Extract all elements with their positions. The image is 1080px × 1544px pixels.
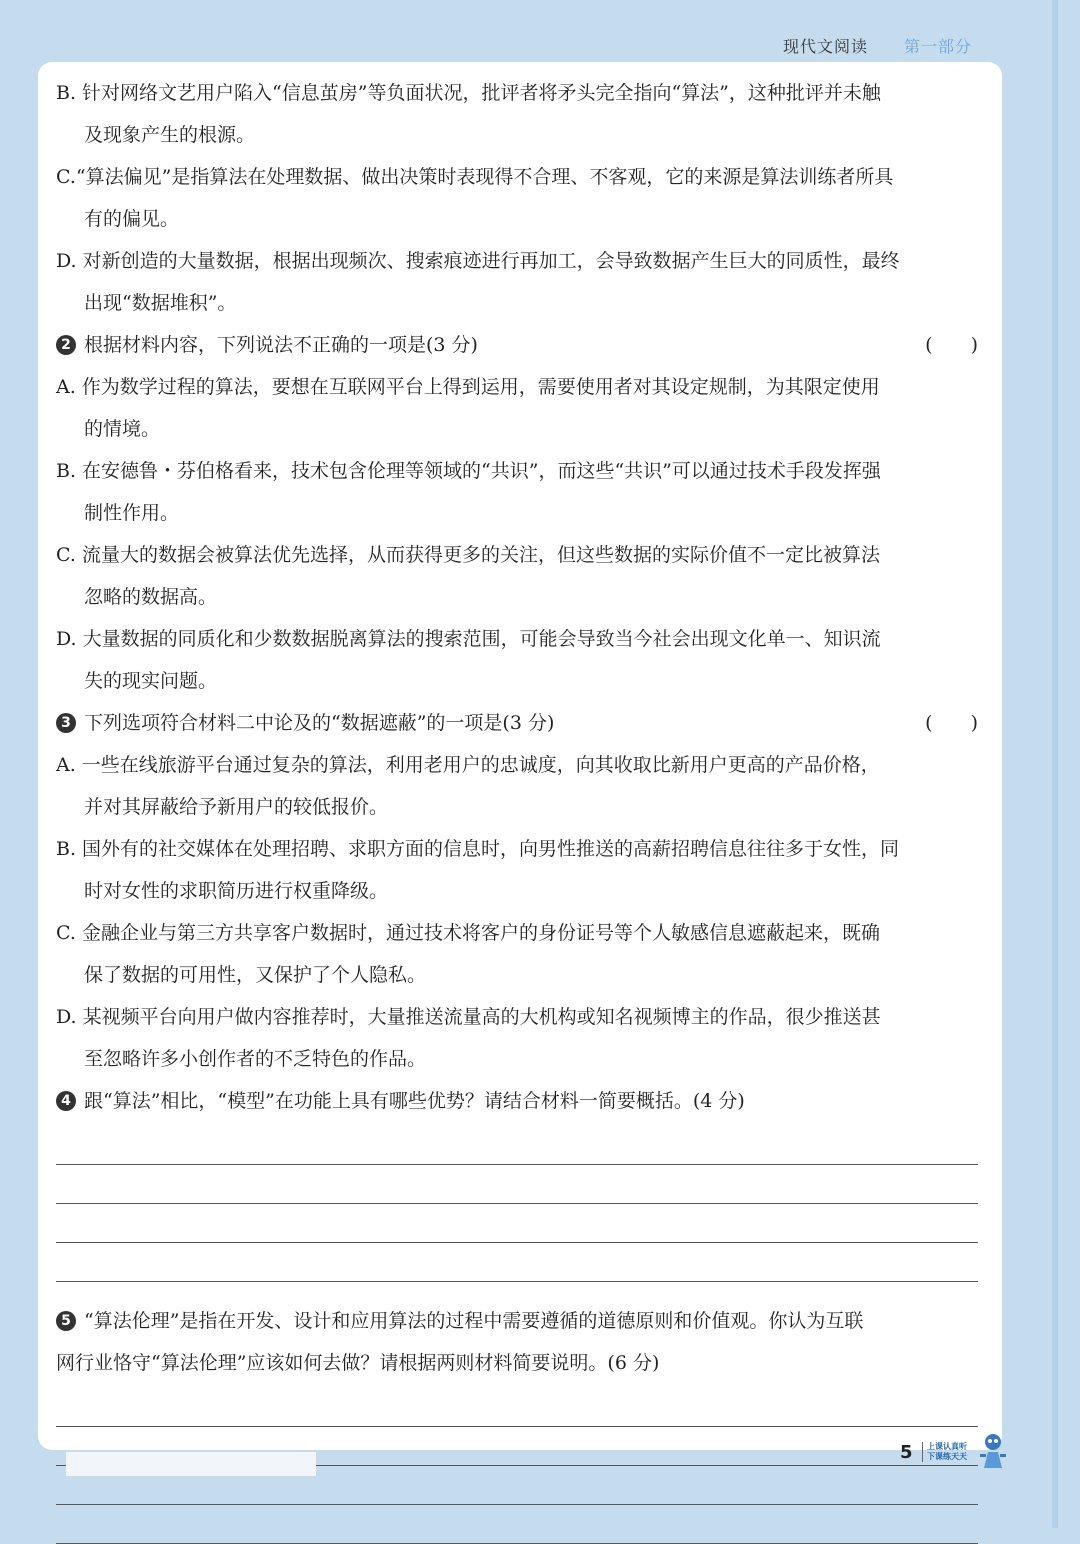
answer-line[interactable] [56, 1505, 978, 1544]
part-label: 第一部分 [903, 37, 972, 56]
page-number: 5 [900, 1442, 913, 1463]
q5-stem-line2: 网行业恪守“算法伦理”应该如何去做？请根据两则材料简要说明。(6 分) [56, 1352, 660, 1374]
question-content [56, 72, 978, 1544]
answer-line[interactable] [56, 1165, 978, 1204]
section-title: 现代文阅读 [782, 37, 868, 56]
question-number-badge: 2 [56, 335, 76, 355]
question-number-badge: 3 [56, 713, 76, 733]
answer-line[interactable] [56, 1126, 978, 1165]
q2-option-b: B. 在安德鲁・芬伯格看来，技术包含伦理等领域的“共识”，而这些“共识”可以通过技术手段发挥强 制性作用。 [56, 460, 881, 524]
q2-option-c: C. 流量大的数据会被算法优先选择，从而获得更多的关注，但这些数据的实际价值不一定比被算法 忽略的数据高。 [56, 544, 880, 608]
q4-stem: 4 跟“算法”相比，“模型”在功能上具有哪些优势？请结合材料一简要概括。(4 分) [56, 1080, 978, 1122]
q3-option-d: D. 某视频平台向用户做内容推荐时，大量推送流量高的大机构或知名视频博主的作品，很少推送甚 至忽略许多小创作者的不乏特色的作品。 [56, 1006, 881, 1070]
question-5 [56, 1300, 978, 1544]
footer-slogan: 上课认真听 下课练天天 [922, 1442, 979, 1462]
q1-option-c: C.“算法偏见”是指算法在处理数据、做出决策时表现得不合理、不客观，它的来源是算法训练者所具 有的偏见。 [56, 166, 894, 230]
answer-line[interactable] [56, 1204, 978, 1243]
footer-strip [66, 1452, 316, 1476]
q1-option-d: D. 对新创造的大量数据，根据出现频次、搜索痕迹进行再加工，会导致数据产生巨大的同质性，最终 出现“数据堆积”。 [56, 250, 900, 314]
q3-option-a: A. 一些在线旅游平台通过复杂的算法，利用老用户的忠诚度，向其收取比新用户更高的产品价格， 并对其屏蔽给予新用户的较低报价。 [56, 754, 880, 818]
mascot-icon [978, 1430, 1008, 1470]
answer-line[interactable] [56, 1388, 978, 1427]
page-header [0, 34, 1080, 58]
page-edge [1052, 0, 1058, 1528]
question-number-badge: 5 [56, 1311, 76, 1331]
question-3 [56, 702, 978, 1080]
q3-option-c: C. 金融企业与第三方共享客户数据时，通过技术将客户的身份证号等个人敏感信息遮蔽起来，既确 保了数据的可用性，又保护了个人隐私。 [56, 922, 880, 986]
question-4 [56, 1080, 978, 1282]
answer-parentheses[interactable]: ( ) [925, 334, 978, 356]
q5-stem-line1: 5 “算法伦理”是指在开发、设计和应用算法的过程中需要遵循的道德原则和价值观。你认为互联 [56, 1300, 978, 1342]
question-2 [56, 324, 978, 702]
q4-answer-area[interactable] [56, 1126, 978, 1282]
q2-option-d: D. 大量数据的同质化和少数数据脱离算法的搜索范围，可能会导致当今社会出现文化单一、知识流 失的现实问题。 [56, 628, 881, 692]
q3-option-b: B. 国外有的社交媒体在处理招聘、求职方面的信息时，向男性推送的高薪招聘信息往往多于女性，同 时对女性的求职简历进行权重降级。 [56, 838, 900, 902]
q1-option-b: B. 针对网络文艺用户陷入“信息茧房”等负面状况，批评者将矛头完全指向“算法”，这种批评并未触 及现象产生的根源。 [56, 82, 881, 146]
q1-options [56, 72, 978, 324]
answer-parentheses[interactable]: ( ) [925, 712, 978, 734]
q3-stem: 3 下列选项符合材料二中论及的“数据遮蔽”的一项是(3 分) ( ) [56, 702, 978, 744]
q2-stem: 2 根据材料内容，下列说法不正确的一项是(3 分) ( ) [56, 324, 978, 366]
question-number-badge: 4 [56, 1091, 76, 1111]
q2-option-a: A. 作为数学过程的算法，要想在互联网平台上得到运用，需要使用者对其设定规制，为其限定使用 的情境。 [56, 376, 880, 440]
answer-line[interactable] [56, 1243, 978, 1282]
